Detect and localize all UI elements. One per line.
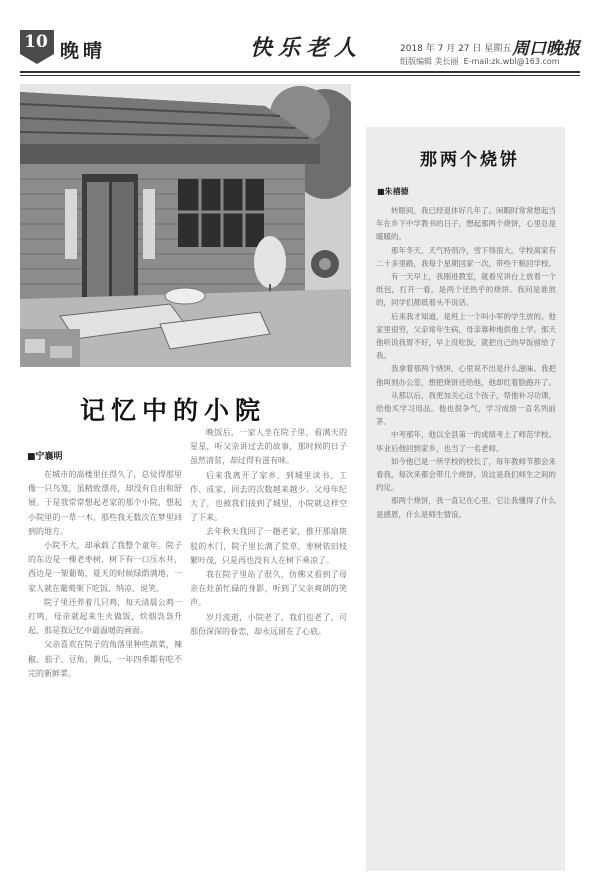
left-article-column-1 — [28, 468, 182, 866]
paragraph: 在城市的高楼里住得久了，总觉得那里像一只鸟笼，虽精致漂亮，却没有自由和舒展。于是我常常想起老家的那个小院，想起小院里的一草一木，那些我无数次在梦里回到的地方。 — [28, 470, 182, 536]
paragraph: 转眼间，我已经退休好几年了。闲暇时常常想起当年在乡下中学教书的日子，想起那两个烧饼，心里总是暖暖的。 — [376, 206, 556, 242]
editor-email: E-mail:zk.wbl@163.com — [463, 57, 560, 66]
editor-name: 组版编辑 美长丽 — [400, 57, 459, 66]
header-rule-thin — [20, 75, 580, 76]
paragraph: 那年冬天，天气特别冷，雪下得很大。学校离家有二十多里路，我每个星期回家一次，带些干粮回学校。 — [376, 245, 556, 268]
paragraph: 从那以后，我更加关心这个孩子，帮他补习功课，给他买学习用品。他也很争气，学习成绩一直名列前茅。 — [376, 390, 556, 427]
left-article-title: 记忆中的小院 — [80, 396, 267, 425]
paragraph: 父亲喜欢在院子的角落里种些蔬菜，辣椒、茄子、豆角、黄瓜，一年四季都有吃不完的新鲜菜。 — [28, 640, 182, 678]
issue-date: 2018 年 7 月 27 日 星期五 — [400, 44, 512, 54]
paragraph: 晚饭后，一家人坐在院子里，看满天的星星，听父亲讲过去的故事，那时候的日子虽然清贫，却过得有滋有味。 — [190, 428, 347, 466]
paragraph: 院子里还养着几只鸡，每天清晨公鸡一打鸣，母亲就起来生火做饭，炊烟袅袅升起，那是我记忆中最温暖的画面。 — [28, 597, 182, 636]
page-number: 10 — [24, 32, 48, 52]
right-article-body — [376, 204, 556, 864]
paragraph: 那两个烧饼，我一直记在心里，它让我懂得了什么是感恩，什么是师生情谊。 — [376, 496, 556, 519]
paragraph: 中考那年，他以全县第一的成绩考上了师范学校。毕业后他回到家乡，也当了一名老师。 — [376, 430, 556, 453]
courtyard-photo — [20, 84, 351, 367]
supplement-title: 快乐老人 — [250, 35, 363, 61]
left-article-author: ■宁襄明 — [27, 452, 63, 462]
paragraph: 我拿着那两个烧饼，心里说不出是什么滋味。我把他叫到办公室，想把烧饼还给他，他却红着脸跑开了。 — [376, 364, 556, 387]
paragraph: 岁月流逝，小院老了，我们也老了，可那份深深的眷恋，却永远留在了心底。 — [190, 612, 347, 636]
paragraph: 我在院子里站了很久，仿佛又看到了母亲在灶前忙碌的身影，听到了父亲爽朗的笑声。 — [190, 570, 347, 608]
paragraph: 如今他已是一所学校的校长了，每年教师节都会来看我，每次来都会带几个烧饼，说这是我们师生之间的约定。 — [376, 456, 556, 493]
paragraph: 有一天早上，我刚进教室，就看见讲台上放着一个纸包，打开一看，是两个还热乎的烧饼。我问是谁放的，同学们都低着头不说话。 — [376, 272, 556, 308]
paper-name: 周口晚报 — [512, 39, 580, 59]
right-article-author: ■朱禧德 — [377, 187, 409, 196]
editor-line — [400, 56, 560, 67]
left-article-column-2 — [190, 426, 347, 866]
paragraph: 后来我离开了家乡，到城里读书、工作、成家，回去的次数越来越少。父母年纪大了，也被我们接到了城里，小院就这样空了下来。 — [190, 470, 347, 523]
paragraph: 去年秋天我回了一趟老家，推开那扇斑驳的木门，院子里长满了荒草，枣树依旧枝繁叶茂，只是再也没有人在树下乘凉了。 — [190, 527, 347, 565]
right-article-title: 那两个烧饼 — [420, 150, 520, 170]
paragraph: 后来我才知道，是班上一个叫小军的学生放的。他家里很穷，父亲常年生病，母亲靠种地供他上学。那天他听说我胃不好，早上没吃饭，就把自己的早饭留给了我。 — [376, 311, 556, 361]
paragraph: 小院不大，却承载了我整个童年。院子的东边是一棵老枣树，树下有一口压水井，西边是一架葡萄，夏天的时候绿荫满地，一家人就在葡萄架下吃饭、纳凉、说笑。 — [28, 541, 182, 593]
section-title: 晚晴 — [60, 40, 107, 62]
header-rule — [20, 71, 580, 73]
